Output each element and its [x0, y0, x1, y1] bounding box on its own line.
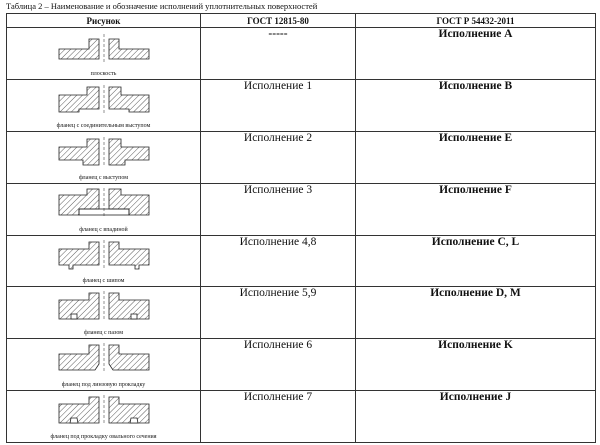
gost-54432-cell: Исполнение C, L: [356, 235, 596, 287]
gost-54432-cell: Исполнение J: [356, 391, 596, 443]
figure-caption: фланец с выступом: [78, 174, 129, 181]
table-header-row: [7, 14, 596, 28]
flange-oval-gasket-drawing: [49, 394, 159, 426]
table-row: [7, 287, 596, 339]
flange-tongue-drawing: [49, 239, 159, 271]
figure-cell: [7, 235, 201, 287]
gost-12815-cell: -----: [201, 28, 356, 80]
table-row: [7, 131, 596, 183]
gost-54432-cell: Исполнение K: [356, 339, 596, 391]
flange-female-face-drawing: [49, 187, 159, 219]
table-row: [7, 183, 596, 235]
gost-12815-cell: Исполнение 5,9: [201, 287, 356, 339]
flange-male-face-drawing: [49, 135, 159, 167]
gost-54432-cell: Исполнение F: [356, 183, 596, 235]
header-gost-12815: ГОСТ 12815-80: [201, 14, 356, 28]
gost-54432-cell: Исполнение D, M: [356, 287, 596, 339]
figure-caption: плоскость: [90, 70, 117, 77]
gost-54432-cell: Исполнение E: [356, 131, 596, 183]
gost-12815-cell: Исполнение 4,8: [201, 235, 356, 287]
gost-12815-cell: Исполнение 6: [201, 339, 356, 391]
table-row: [7, 235, 596, 287]
gost-12815-cell: Исполнение 7: [201, 391, 356, 443]
figure-caption: фланец с шипом: [82, 278, 125, 285]
flange-flat-drawing: [49, 31, 159, 63]
table-caption: Таблица 2 – Наименование и обозначение исполнений уплотнительных поверхностей: [6, 1, 318, 11]
figure-cell: [7, 183, 201, 235]
header-figure: Рисунок: [7, 14, 201, 28]
flange-groove-drawing: [49, 290, 159, 322]
gost-12815-cell: Исполнение 3: [201, 183, 356, 235]
figure-caption: фланец под прокладку овального сечения: [50, 434, 157, 440]
header-gost-54432: ГОСТ Р 54432-2011: [356, 14, 596, 28]
figure-cell: [7, 287, 201, 339]
figure-caption: фланец с впадиной: [79, 226, 128, 233]
figure-caption: фланец под линзовую прокладку: [61, 382, 146, 389]
figure-cell: [7, 391, 201, 443]
figure-cell: [7, 79, 201, 131]
flange-raised-face-drawing: [49, 83, 159, 115]
flange-face-table: [6, 13, 596, 443]
figure-caption: фланец с пазом: [83, 330, 124, 337]
figure-cell: [7, 131, 201, 183]
table-row: [7, 339, 596, 391]
figure-cell: [7, 339, 201, 391]
gost-12815-cell: Исполнение 1: [201, 79, 356, 131]
table-row: [7, 391, 596, 443]
table-row: [7, 28, 596, 80]
table-row: [7, 79, 596, 131]
figure-caption: фланец с соединительным выступом: [56, 122, 151, 129]
flange-lens-gasket-drawing: [49, 342, 159, 374]
gost-54432-cell: Исполнение A: [356, 28, 596, 80]
gost-54432-cell: Исполнение B: [356, 79, 596, 131]
figure-cell: [7, 28, 201, 80]
gost-12815-cell: Исполнение 2: [201, 131, 356, 183]
